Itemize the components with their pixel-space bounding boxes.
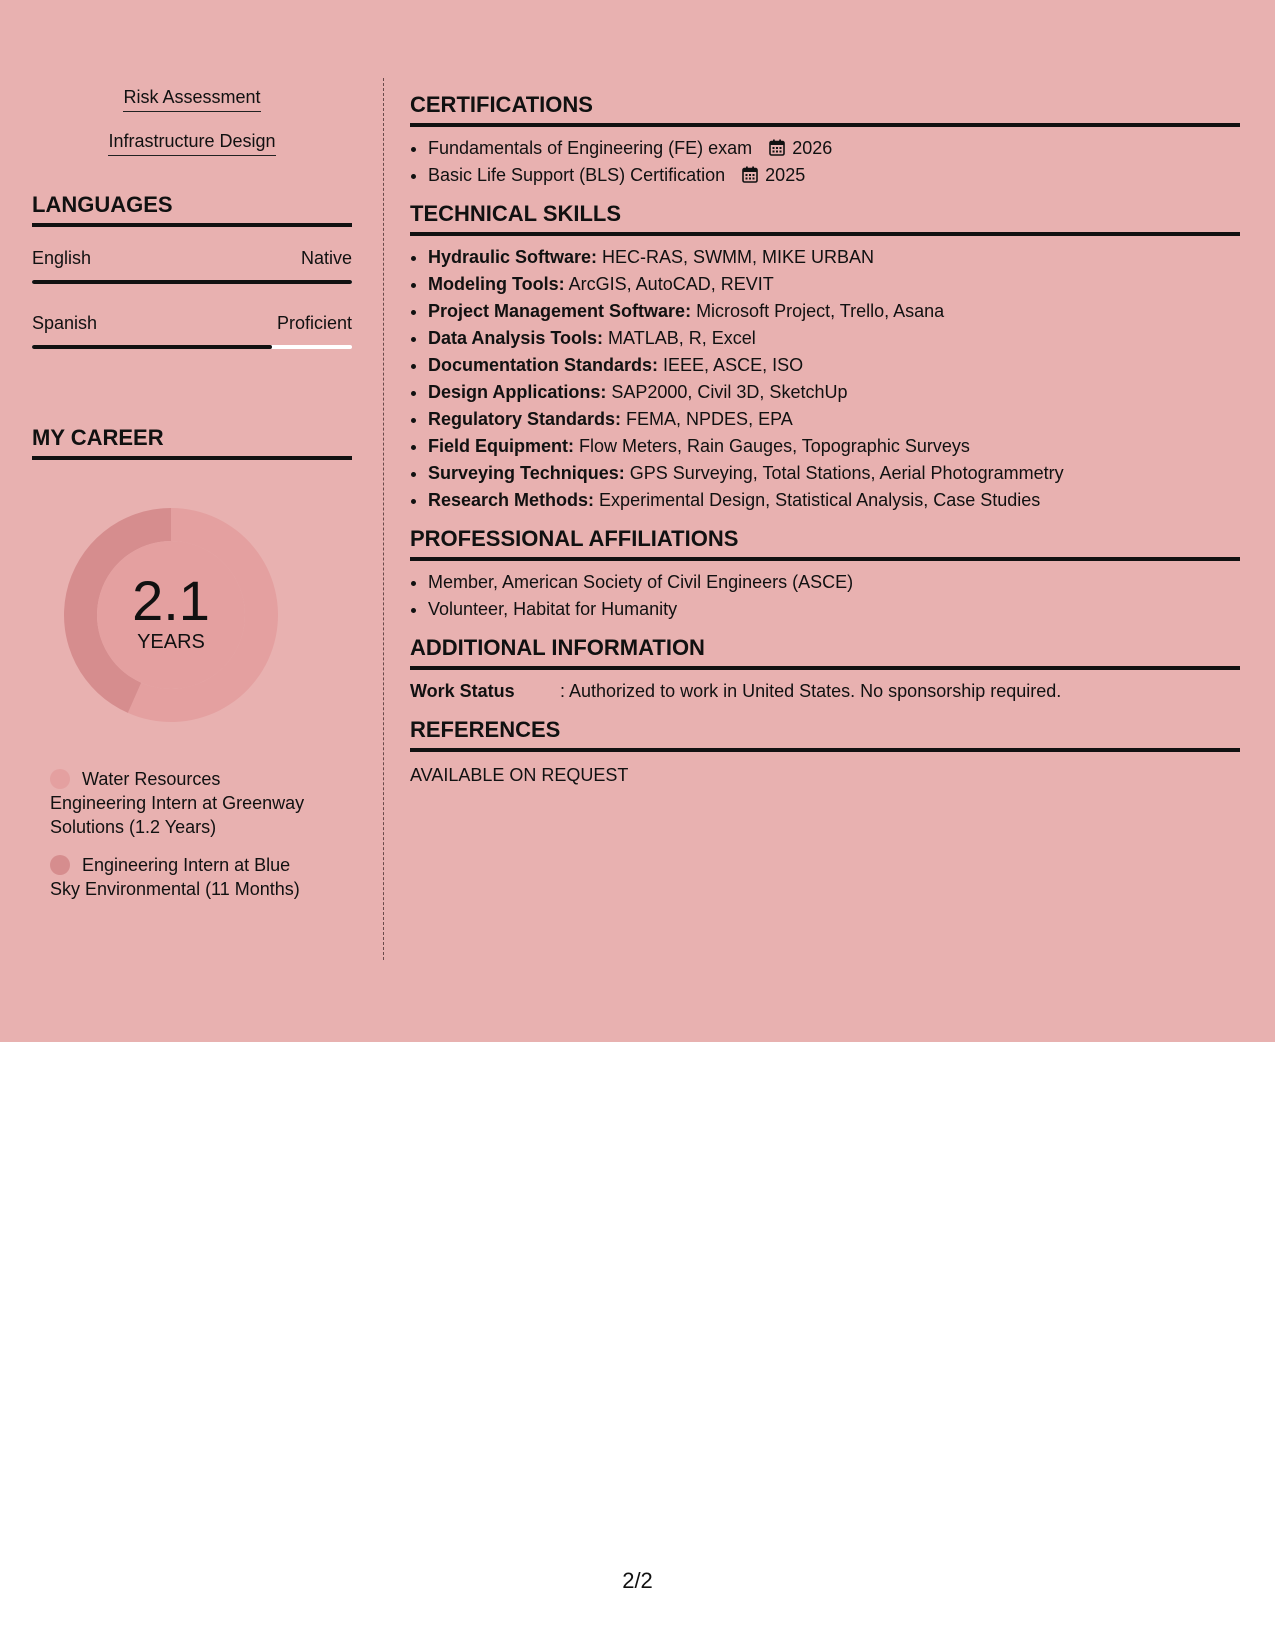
certification-year: 2025 — [765, 165, 806, 185]
skill-values: MATLAB, R, Excel — [603, 328, 756, 348]
column-divider — [383, 78, 384, 960]
career-total-value: 2.1 — [132, 568, 210, 632]
skill-values: ArcGIS, AutoCAD, REVIT — [564, 274, 774, 294]
language-level: Native — [300, 248, 352, 268]
skill-category: Documentation Standards: — [428, 355, 659, 375]
career-item-label: Water Resources Engineering Intern at Greenway Solutions (1.2 Years) — [50, 769, 305, 837]
skill-tag: Risk Assessment — [123, 87, 260, 112]
language-name: English — [32, 248, 92, 268]
technical-skills-heading: TECHNICAL SKILLS — [410, 201, 1240, 236]
work-status-value: : Authorized to work in United States. No sponsorship required. — [560, 681, 1062, 701]
skill-category: Modeling Tools: — [428, 274, 565, 294]
language-proficiency-fill — [32, 345, 272, 349]
skill-values: Flow Meters, Rain Gauges, Topographic Surveys — [574, 436, 970, 456]
skill-category: Project Management Software: — [428, 301, 692, 321]
technical-skill-item — [428, 325, 1240, 352]
skill-values: Microsoft Project, Trello, Asana — [691, 301, 945, 321]
language-proficiency-bar — [32, 345, 352, 349]
career-donut-chart — [32, 500, 352, 730]
languages-heading: LANGUAGES — [32, 192, 352, 227]
technical-skill-item — [428, 379, 1240, 406]
affiliations-heading: PROFESSIONAL AFFILIATIONS — [410, 526, 1240, 561]
certification-name: Basic Life Support (BLS) Certification — [428, 165, 726, 185]
technical-skill-item — [428, 298, 1240, 325]
affiliation-item: • Volunteer, Habitat for Humanity — [428, 596, 1240, 623]
certifications-heading: CERTIFICATIONS — [410, 92, 1240, 127]
legend-dot — [50, 769, 70, 789]
career-legend-item — [50, 767, 320, 839]
career-total-unit: YEARS — [137, 630, 205, 653]
legend-dot — [50, 855, 70, 875]
references-section — [410, 717, 1240, 789]
certification-item — [428, 135, 1240, 162]
skill-values: HEC-RAS, SWMM, MIKE URBAN — [597, 247, 875, 267]
technical-skill-item — [428, 433, 1240, 460]
language-level: Proficient — [276, 313, 352, 333]
skill-category: Surveying Techniques: — [428, 463, 625, 483]
certification-item — [428, 162, 1240, 189]
language-item — [32, 313, 352, 349]
technical-skill-item — [428, 406, 1240, 433]
work-status-label: Work Status — [410, 681, 515, 701]
technical-skill-item — [428, 487, 1240, 514]
skill-category: Design Applications: — [428, 382, 607, 402]
work-status-row — [410, 678, 1240, 705]
career-heading: MY CAREER — [32, 425, 352, 460]
technical-skill-item — [428, 352, 1240, 379]
skill-values: IEEE, ASCE, ISO — [658, 355, 804, 375]
certification-year: 2026 — [792, 138, 833, 158]
skill-category: Regulatory Standards: — [428, 409, 622, 429]
career-legend-item — [50, 853, 320, 901]
skill-tag: Infrastructure Design — [108, 131, 275, 156]
calendar-icon — [769, 139, 785, 156]
language-name: Spanish — [32, 313, 98, 333]
skill-category: Data Analysis Tools: — [428, 328, 604, 348]
language-item — [32, 248, 352, 284]
skill-values: Experimental Design, Statistical Analysis, Case Studies — [594, 490, 1041, 510]
technical-skill-item — [428, 244, 1240, 271]
skill-values: SAP2000, Civil 3D, SketchUp — [606, 382, 848, 402]
sidebar — [32, 80, 352, 915]
technical-skill-item — [428, 460, 1240, 487]
language-proficiency-bar — [32, 280, 352, 284]
calendar-icon — [742, 166, 758, 183]
language-proficiency-fill — [32, 280, 352, 284]
skill-values: FEMA, NPDES, EPA — [621, 409, 793, 429]
additional-info-heading: ADDITIONAL INFORMATION — [410, 635, 1240, 670]
affiliations-section — [410, 526, 1240, 623]
technical-skill-item — [428, 271, 1240, 298]
main-column — [410, 92, 1240, 801]
references-heading: REFERENCES — [410, 717, 1240, 752]
references-text: AVAILABLE ON REQUEST — [410, 765, 629, 785]
technical-skills-section — [410, 201, 1240, 514]
affiliation-item: • Member, American Society of Civil Engineers (ASCE) — [428, 569, 1240, 596]
page-number: 2/2 — [622, 1568, 653, 1593]
skill-category: Research Methods: — [428, 490, 595, 510]
skill-category: Hydraulic Software: — [428, 247, 598, 267]
additional-info-section — [410, 635, 1240, 705]
career-legend — [32, 767, 352, 901]
skill-values: GPS Surveying, Total Stations, Aerial Photogrammetry — [624, 463, 1064, 483]
certification-name: Fundamentals of Engineering (FE) exam — [428, 138, 753, 158]
certifications-section — [410, 92, 1240, 189]
skill-tags — [32, 87, 352, 156]
career-item-label: Engineering Intern at Blue Sky Environmental (11 Months) — [50, 855, 300, 899]
skill-category: Field Equipment: — [428, 436, 574, 456]
